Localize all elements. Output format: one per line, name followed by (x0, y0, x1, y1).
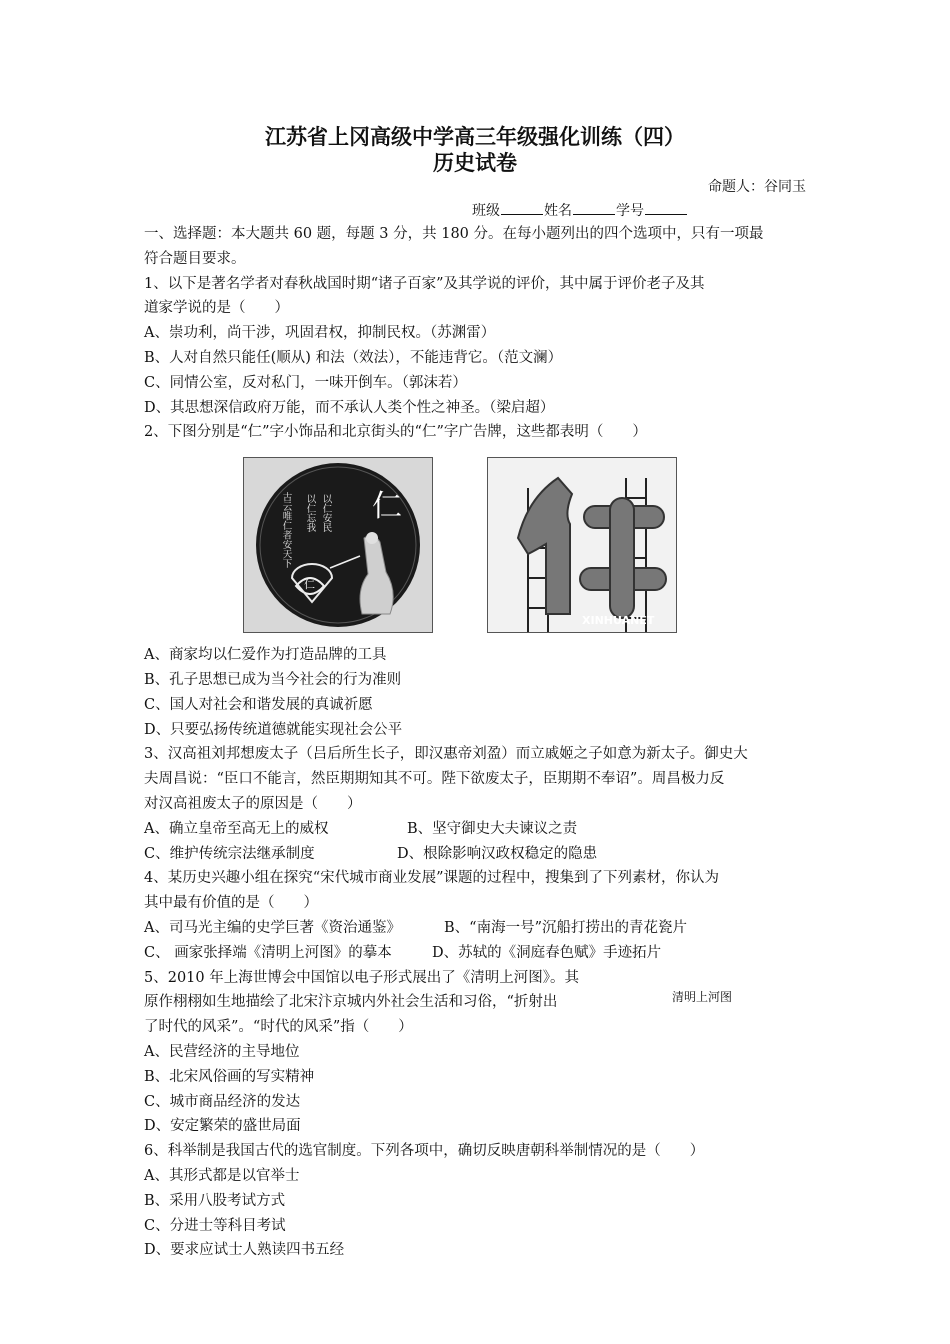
option-a: A、商家均以仁爱作为打造品牌的工具 (144, 647, 387, 664)
question-stem: 道家学说的是（ ） (144, 300, 289, 317)
ren-ornament-drawing (244, 458, 432, 632)
option-d: D、苏轼的《洞庭春色赋》手迹拓片 (432, 944, 662, 961)
option-row (144, 842, 810, 867)
name-blank[interactable] (573, 200, 615, 215)
billboard-watermark: XINHUANET (582, 614, 655, 627)
option-a: A、其形式都是以官举士 (144, 1167, 300, 1184)
ornament-col2: 以仁忘我 (304, 494, 316, 532)
option-a: A、确立皇帝至高无上的威权 (144, 820, 329, 837)
q2-figures (243, 457, 678, 633)
question-stem: 了时代的风采”。“时代的风采”指（ ） (144, 1019, 413, 1036)
option-row (144, 916, 810, 941)
question-stem: 夫周昌说：“臣口不能言，然臣期期知其不可。陛下欲废太子，臣期期不奉诏”。周昌极力反 (144, 771, 725, 788)
student-info-line (472, 200, 688, 220)
option-c: C、同情公室，反对私门，一味开倒车。（郭沫若） (144, 374, 467, 391)
question-stem: 3、汉高祖刘邦想废太子（吕后所生长子，即汉惠帝刘盈）而立戚姬之子如意为新太子。御史大 (144, 746, 748, 763)
ren-billboard-drawing (488, 458, 676, 632)
option-b: B、孔子思想已成为当今社会的行为准则 (144, 671, 402, 688)
option-row (144, 817, 810, 842)
class-label: 班级 (472, 203, 500, 219)
author-line: 命题人：谷同玉 (708, 179, 806, 195)
option-d: D、只要弘扬传统道德就能实现社会公平 (144, 721, 403, 738)
exam-subject: 历史试卷 (433, 151, 517, 175)
question-stem: 5、2010 年上海世博会中国馆以电子形式展出了《清明上河图》。其 (144, 969, 579, 986)
id-label: 学号 (616, 203, 644, 219)
ren-ornament-image (243, 457, 433, 633)
option-c: C、国人对社会和谐发展的真诚祈愿 (144, 696, 373, 713)
question-stem: 1、以下是著名学者对春秋战国时期“诸子百家”及其学说的评价，其中属于评价老子及其 (144, 275, 705, 292)
option-d: D、安定繁荣的盛世局面 (144, 1118, 301, 1135)
ornament-big-char: 仁 (372, 489, 402, 524)
option-d: D、根除影响汉政权稳定的隐患 (397, 845, 598, 862)
option-d: D、其思想深信政府万能，而不承认人类个性之神圣。（梁启超） (144, 399, 555, 416)
option-a: A、民营经济的主导地位 (144, 1043, 300, 1060)
ornament-heart-char: 仁 (304, 578, 315, 591)
option-a: A、崇功利，尚干涉，巩固君权，抑制民权。（苏渊雷） (144, 325, 496, 342)
option-c: C、 画家张择端《清明上河图》的摹本 (144, 944, 392, 961)
option-c: C、城市商品经济的发达 (144, 1093, 301, 1110)
question-stem: 6、科举制是我国古代的选官制度。下列各项中，确切反映唐朝科举制情况的是（ ） (144, 1143, 705, 1160)
option-a: A、司马光主编的史学巨著《资治通鉴》 (144, 919, 401, 936)
question-stem: 2、下图分别是“仁”字小饰品和北京街头的“仁”字广告牌，这些都表明（ ） (144, 424, 647, 441)
option-b: B、北宋风俗画的写实精神 (144, 1068, 315, 1085)
ren-billboard-image (487, 457, 677, 633)
ornament-col3: 古云唯仁者安天下 (280, 492, 292, 568)
option-row (144, 941, 810, 966)
exam-title: 江苏省上冈高级中学高三年级强化训练（四） (265, 125, 685, 149)
question-stem: 原作栩栩如生地描绘了北宋汴京城内外社会生活和习俗，“折射出 (144, 994, 558, 1011)
name-label: 姓名 (544, 203, 572, 219)
id-blank[interactable] (645, 200, 687, 215)
section-intro: 一、选择题：本大题共 60 题，每题 3 分，共 180 分。在每小题列出的四个选项中，只有一项最 (144, 226, 764, 242)
section-intro: 符合题目要求。 (144, 250, 246, 267)
ornament-col1: 以仁安民 (320, 494, 332, 532)
class-blank[interactable] (501, 200, 543, 215)
option-b: B、采用八股考试方式 (144, 1192, 286, 1209)
qingming-image-label: 清明上河图 (672, 990, 733, 1004)
option-b: B、坚守御史大夫谏议之责 (407, 820, 578, 837)
question-stem: 其中最有价值的是（ ） (144, 895, 318, 912)
question-stem: 4、某历史兴趣小组在探究“宋代城市商业发展”课题的过程中，搜集到了下列素材，你认为 (144, 870, 720, 887)
option-c: C、分进士等科目考试 (144, 1217, 286, 1234)
option-c: C、维护传统宗法继承制度 (144, 845, 315, 862)
exam-body (144, 222, 810, 1263)
option-b: B、人对自然只能任(顺从) 和法（效法），不能违背它。（范文澜） (144, 349, 563, 366)
option-d: D、要求应试士人熟读四书五经 (144, 1242, 345, 1259)
option-b: B、“南海一号”沉船打捞出的青花瓷片 (444, 919, 687, 936)
question-stem: 对汉高祖废太子的原因是（ ） (144, 795, 362, 812)
